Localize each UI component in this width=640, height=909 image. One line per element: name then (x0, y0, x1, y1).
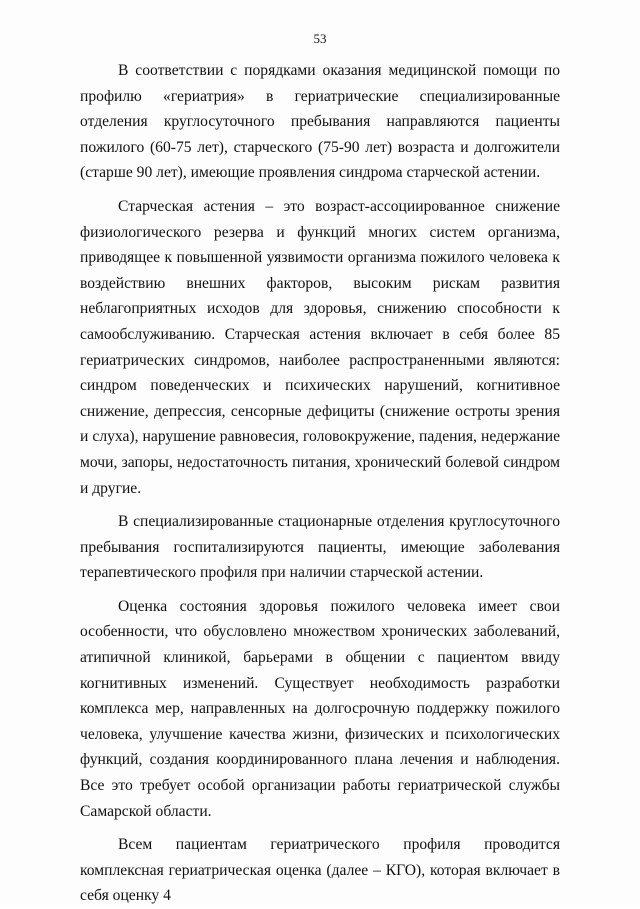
paragraph-geriatric-referral: В соответствии с порядками оказания медицинской помощи по профилю «гериатрия» в гериатрические специализированные отделения круглосуточного пребывания направляются пациенты пожилого (60-75 лет), старческого (75-90 лет) возраста и долгожители (старше 90 лет), имеющие проявления синдрома старческой астении. (80, 62, 560, 182)
paragraph-comprehensive-assessment: Всем пациентам гериатрического профиля проводится комплексная гериатрическая оценка (далее – КГО), которая включает в себя оценку 4 (80, 836, 560, 905)
paragraph-hospitalization: В специализированные стационарные отделения круглосуточного пребывания госпитализируются пациенты, имеющие заболевания терапевтического профиля при наличии старческой астении. (80, 513, 560, 582)
document-body (80, 58, 560, 909)
page-number: 53 (313, 31, 327, 46)
paragraph-frailty-definition: Старческая астения – это возраст-ассоциированное снижение физиологического резерва и функций многих систем организма, приводящее к повышенной уязвимости организма пожилого человека к воздействию внешних факторов, высоким рискам развития неблагоприятных исходов для здоровья, снижению способности к самообслуживанию. Старческая астения включает в себя более 85 гериатрических синдромов, наиболее распространенными являются: синдром поведенческих и психических нарушений, когнитивное снижение, депрессия, сенсорные дефициты (снижение остроты зрения и слуха), нарушение равновесия, головокружение, падения, недержание мочи, запоры, недостаточность питания, хронический болевой синдром и другие. (80, 197, 560, 497)
paragraph-health-assessment: Оценка состояния здоровья пожилого человека имеет свои особенности, что обусловлено множеством хронических заболеваний, атипичной клиникой, барьерами в общении с пациентом ввиду когнитивных изменений. Существует необходимость разработки комплекса мер, направленных на долгосрочную поддержку пожилого человека, улучшение качества жизни, физических и психологических функций, создания координированного плана лечения и наблюдения. Все это требует особой организации работы гериатрической службы Самарской области. (80, 597, 560, 820)
